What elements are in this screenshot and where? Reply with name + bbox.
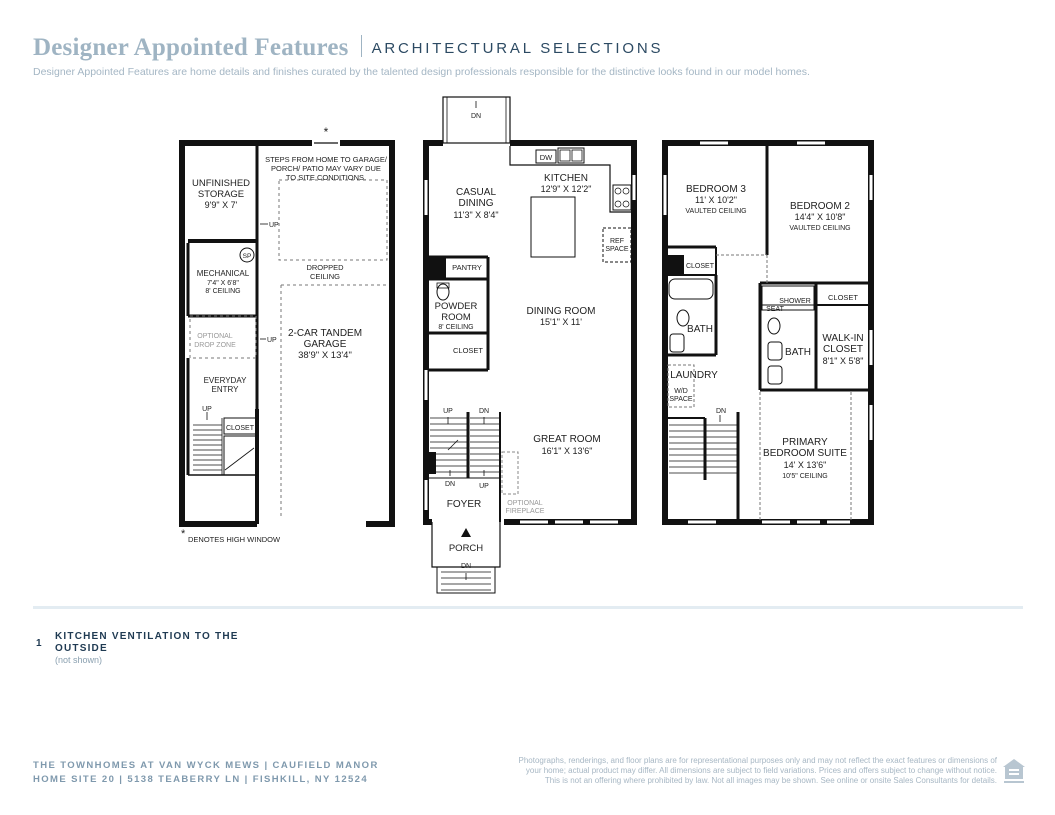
address-line: HOME SITE 20 | 5138 TEABERRY LN | FISHKILL, NY 12524: [33, 774, 369, 785]
page-subtitle: ARCHITECTURAL SELECTIONS: [371, 40, 664, 57]
page-title: Designer Appointed Features: [33, 34, 349, 61]
bedroom-3-ceiling: VAULTED CEILING: [685, 208, 747, 215]
steps-note-line-3: TO SITE CONDITIONS.: [285, 173, 367, 182]
steps-note-line-2: PORCH/ PATIO MAY VARY DUE: [271, 164, 381, 173]
garage-closet-label: CLOSET: [225, 425, 255, 432]
primary-suite-ceiling: 10'5" CEILING: [782, 473, 828, 480]
shower-seat-label: SEAT: [766, 306, 784, 313]
garage-up-label-1: UP: [269, 222, 279, 229]
everyday-entry-label-1: EVERYDAY: [203, 376, 247, 385]
primary-bath-label: BATH: [785, 347, 811, 358]
wd-space-label-2: SPACE: [669, 396, 693, 403]
kitchen-label: KITCHEN: [544, 173, 588, 184]
feature-title: KITCHEN VENTILATION TO THE OUTSIDE: [55, 631, 239, 654]
page-description: Designer Appointed Features are home details and finishes curated by the talented design professionals responsible for the distinctive looks found in our model homes.: [33, 66, 810, 78]
wd-space-label-1: W/D: [674, 388, 688, 395]
dishwasher-label: DW: [539, 153, 553, 162]
bedroom-3-label: BEDROOM 3: [685, 184, 747, 195]
high-window-mark: *: [323, 125, 329, 139]
mechanical-label: MECHANICAL: [196, 269, 250, 278]
mechanical-dimensions: 7'4" X 6'8": [207, 280, 239, 287]
main-stair-dn-label: DN: [478, 408, 490, 415]
bedroom-3-dimensions: 11' X 10'2": [695, 195, 737, 205]
laundry-label: LAUNDRY: [670, 370, 718, 381]
powder-room-ceiling: 8' CEILING: [438, 324, 474, 331]
bedroom-2-label: BEDROOM 2: [789, 201, 851, 212]
great-room-dimensions: 16'1" X 13'6": [541, 446, 593, 456]
feature-number: 1: [36, 638, 42, 649]
casual-dining-label-2: DINING: [458, 198, 494, 209]
sump-pump-label: SP: [242, 253, 252, 260]
porch-label: PORCH: [448, 543, 484, 554]
mechanical-ceiling: 8' CEILING: [205, 288, 241, 295]
garage-dimensions: 38'9" X 13'4": [298, 350, 352, 361]
garage-label-1: 2-CAR TANDEM: [287, 328, 363, 339]
fireplace-label-2: FIREPLACE: [505, 508, 545, 515]
great-room-label: GREAT ROOM: [533, 434, 601, 445]
main-level-labels: [435, 113, 629, 570]
walk-in-closet-label-2: CLOSET: [822, 344, 864, 355]
walk-in-closet-label-1: WALK-IN: [822, 333, 864, 344]
shower-label: SHOWER: [779, 298, 811, 305]
deck-dn-label: DN: [470, 113, 482, 120]
powder-room-label-2: ROOM: [441, 312, 471, 323]
everyday-entry-label-2: ENTRY: [211, 385, 239, 394]
walk-in-closet-dimensions: 8'1" X 5'8": [822, 356, 864, 366]
foyer-label: FOYER: [446, 499, 482, 510]
primary-suite-label-2: BEDROOM SUITE: [763, 448, 847, 459]
steps-note-line-1: STEPS FROM HOME TO GARAGE/: [265, 155, 387, 164]
ref-space-label-2: SPACE: [605, 246, 629, 253]
high-window-legend: DENOTES HIGH WINDOW: [188, 535, 281, 544]
hall-bath-label: BATH: [687, 324, 713, 335]
section-divider: [33, 606, 1023, 609]
drop-zone-label-2: DROP ZONE: [194, 342, 236, 349]
main-closet-label: CLOSET: [452, 346, 484, 355]
foyer-up-label: UP: [479, 483, 489, 490]
garage-level-labels: [181, 125, 388, 544]
bedroom-3-closet-label: CLOSET: [685, 263, 715, 270]
casual-dining-dimensions: 11'3" X 8'4": [453, 210, 499, 220]
dining-room-dimensions: 15'1" X 11': [540, 317, 582, 327]
kitchen-dimensions: 12'9" X 12'2": [540, 184, 592, 194]
storage-label-1: UNFINISHED: [191, 178, 251, 189]
ref-space-label-1: REF: [610, 238, 624, 245]
dining-room-label: DINING ROOM: [526, 306, 596, 317]
main-level-plan: [426, 97, 634, 593]
main-stair-up-label: UP: [443, 408, 453, 415]
foyer-dn-label: DN: [444, 481, 456, 488]
feature-note: (not shown): [55, 655, 103, 665]
bedroom-2-closet-label: CLOSET: [827, 293, 859, 302]
primary-suite-dimensions: 14' X 13'6": [783, 460, 827, 470]
garage-stair-up-label: UP: [202, 406, 212, 413]
storage-label-2: STORAGE: [197, 189, 245, 200]
bedroom-2-dimensions: 14'4" X 10'8": [794, 212, 846, 222]
primary-suite-label-1: PRIMARY: [782, 437, 828, 448]
legend-mark: *: [181, 528, 186, 540]
equal-housing-icon: [1002, 758, 1026, 784]
drop-zone-label-1: OPTIONAL: [197, 333, 233, 340]
dropped-ceiling-label-2: CEILING: [309, 272, 341, 281]
bedroom-2-ceiling: VAULTED CEILING: [789, 225, 851, 232]
garage-up-label-2: UP: [267, 337, 277, 344]
casual-dining-label-1: CASUAL: [455, 187, 497, 198]
dropped-ceiling-label-1: DROPPED: [306, 263, 344, 272]
garage-label-2: GARAGE: [303, 339, 347, 350]
storage-dimensions: 9'9" X 7': [204, 200, 238, 210]
fireplace-label-1: OPTIONAL: [507, 500, 543, 507]
powder-room-label-1: POWDER: [434, 301, 478, 312]
legal-disclaimer: Photographs, renderings, and floor plans are for representational purposes only and may not reflect the exact features or dimensions of your home; actual product may differ. All dimensions are subject to field variations. Prices and offers subject to change without notice. This is not an offering where prohibited by law. Not all images may be shown. See online or onsite Sales Consultants for details.: [518, 756, 997, 785]
upper-stair-dn-label: DN: [715, 408, 727, 415]
community-line: THE TOWNHOMES AT VAN WYCK MEWS | CAUFIELD MANOR: [33, 760, 379, 771]
pantry-label: PANTRY: [452, 263, 482, 272]
porch-dn-label: DN: [460, 563, 472, 570]
